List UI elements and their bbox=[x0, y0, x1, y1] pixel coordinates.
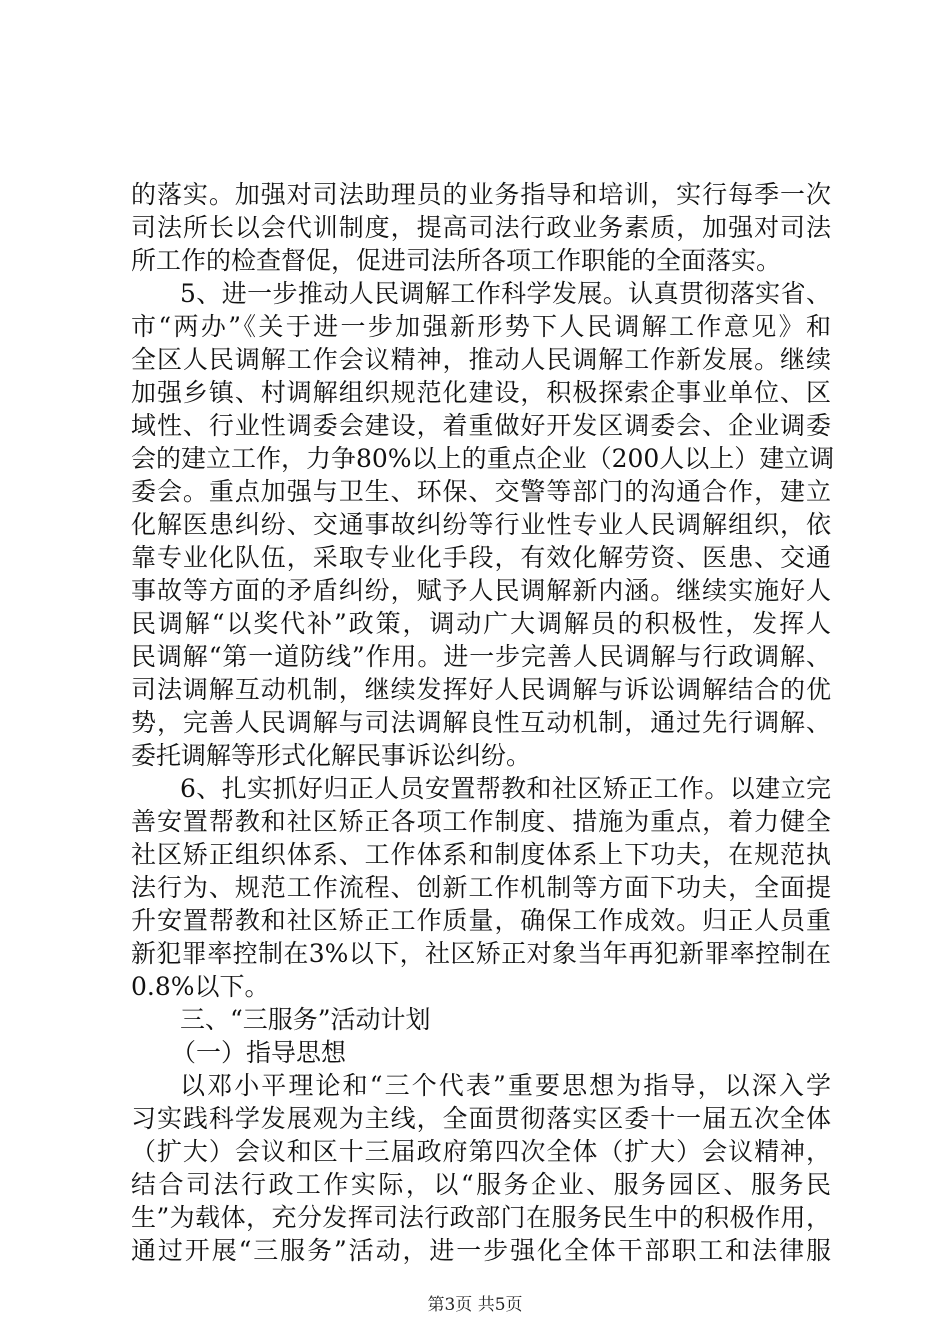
text-line: 生”为载体，充分发挥司法行政部门在服务民生中的积极作用， bbox=[131, 1203, 831, 1232]
text-line: 加强乡镇、村调解组织规范化建设，积极探索企事业单位、区 bbox=[131, 378, 831, 407]
text-line: 6、扎实抓好归正人员安置帮教和社区矫正工作。以建立完 bbox=[180, 774, 831, 803]
text-line: 民调解“以奖代补”政策，调动广大调解员的积极性，发挥人 bbox=[131, 609, 831, 638]
text-line: 5、进一步推动人民调解工作科学发展。认真贯彻落实省、 bbox=[180, 279, 831, 308]
text-line: 司法调解互动机制，继续发挥好人民调解与诉讼调解结合的优 bbox=[131, 675, 831, 704]
text-line: 0.8%以下。 bbox=[131, 972, 270, 1001]
text-line: 市“两办”《关于进一步加强新形势下人民调解工作意见》和 bbox=[131, 312, 831, 341]
text-line: 所工作的检查督促，促进司法所各项工作职能的全面落实。 bbox=[131, 246, 782, 275]
text-line: 全区人民调解工作会议精神，推动人民调解工作新发展。继续 bbox=[131, 345, 831, 374]
text-line: 委会。重点加强与卫生、环保、交警等部门的沟通合作，建立 bbox=[131, 477, 831, 506]
text-line: 的落实。加强对司法助理员的业务指导和培训，实行每季一次 bbox=[131, 180, 831, 209]
text-line: 司法所长以会代训制度，提高司法行政业务素质，加强对司法 bbox=[131, 213, 831, 242]
text-line: 升安置帮教和社区矫正工作质量，确保工作成效。归正人员重 bbox=[131, 906, 831, 935]
section-heading: 三、“三服务”活动计划 bbox=[180, 1005, 431, 1034]
subsection-heading: （一）指导思想 bbox=[171, 1038, 347, 1067]
text-line: 委托调解等形式化解民事诉讼纠纷。 bbox=[131, 741, 532, 770]
text-line: 通过开展“三服务”活动，进一步强化全体干部职工和法律服 bbox=[131, 1236, 831, 1265]
text-line: 化解医患纠纷、交通事故纠纷等行业性专业人民调解组织，依 bbox=[131, 510, 831, 539]
text-line: （扩大）会议和区十三届政府第四次全体（扩大）会议精神， bbox=[131, 1137, 831, 1166]
text-line: 结合司法行政工作实际，以“服务企业、服务园区、服务民 bbox=[131, 1170, 831, 1199]
text-line: 会的建立工作，力争80%以上的重点企业（200人以上）建立调 bbox=[131, 444, 835, 473]
text-line: 法行为、规范工作流程、创新工作机制等方面下功夫，全面提 bbox=[131, 873, 831, 902]
text-line: 以邓小平理论和“三个代表”重要思想为指导，以深入学 bbox=[180, 1071, 831, 1100]
page-number-footer: 第3页 共5页 bbox=[427, 1295, 523, 1315]
text-line: 社区矫正组织体系、工作体系和制度体系上下功夫，在规范执 bbox=[131, 840, 831, 869]
text-line: 习实践科学发展观为主线，全面贯彻落实区委十一届五次全体 bbox=[131, 1104, 831, 1133]
text-line: 新犯罪率控制在3%以下，社区矫正对象当年再犯新罪率控制在 bbox=[131, 939, 831, 968]
text-line: 民调解“第一道防线”作用。进一步完善人民调解与行政调解、 bbox=[131, 642, 831, 671]
text-line: 善安置帮教和社区矫正各项工作制度、措施为重点，着力健全 bbox=[131, 807, 831, 836]
text-line: 事故等方面的矛盾纠纷，赋予人民调解新内涵。继续实施好人 bbox=[131, 576, 831, 605]
text-line: 域性、行业性调委会建设，着重做好开发区调委会、企业调委 bbox=[131, 411, 831, 440]
text-line: 靠专业化队伍，采取专业化手段，有效化解劳资、医患、交通 bbox=[131, 543, 831, 572]
text-line: 势，完善人民调解与司法调解良性互动机制，通过先行调解、 bbox=[131, 708, 831, 737]
